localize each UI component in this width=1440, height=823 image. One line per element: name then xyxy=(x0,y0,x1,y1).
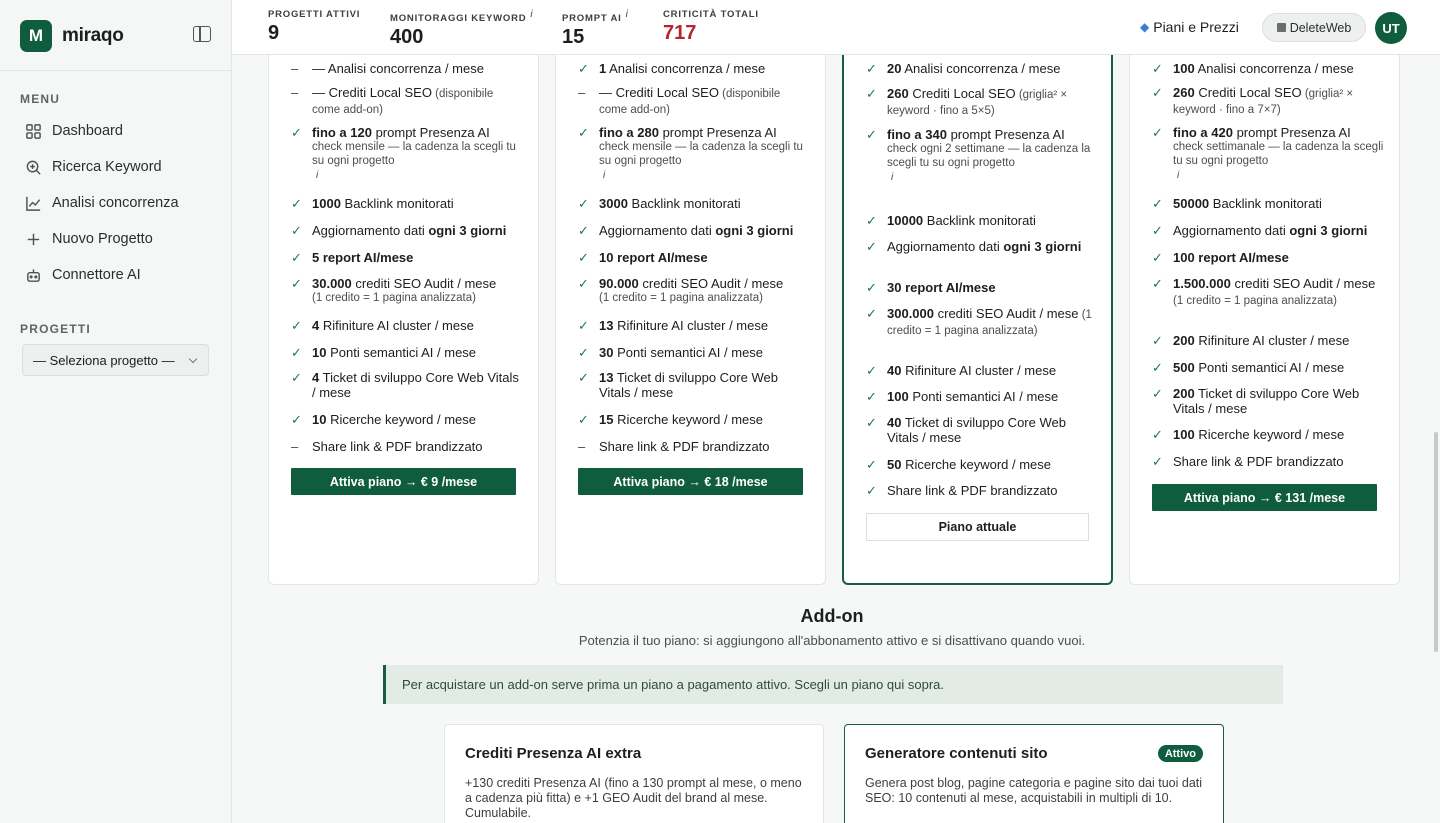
plan-feature xyxy=(578,345,811,360)
sidebar-item-label: Ricerca Keyword xyxy=(52,159,162,175)
plan-feature-text: — Analisi concorrenza / mese xyxy=(312,61,484,76)
search-plus-icon xyxy=(24,158,42,176)
project-select[interactable] xyxy=(22,344,209,376)
plan-feature-text: Share link & PDF brandizzato xyxy=(887,483,1058,498)
activate-plan-button[interactable]: Attiva piano → € 9 /mese xyxy=(291,468,516,495)
projects-label: PROGETTI xyxy=(20,322,91,336)
plan-feature xyxy=(291,85,524,117)
building-icon xyxy=(1277,23,1286,32)
pricing-link-label: Piani e Prezzi xyxy=(1153,19,1239,35)
stat-value: 9 xyxy=(268,22,280,44)
check-icon: ✓ xyxy=(866,61,877,76)
plan-feature-text: 50 Ricerche keyword / mese xyxy=(887,457,1052,472)
plan-feature xyxy=(578,250,811,265)
stat-label: PROMPT AI $^i$ xyxy=(562,9,629,25)
stat-label: PROGETTI ATTIVI xyxy=(268,9,361,20)
brand[interactable] xyxy=(20,20,124,52)
plan-feature xyxy=(866,61,1097,76)
plan-feature xyxy=(866,457,1097,472)
check-icon: ✓ xyxy=(578,196,589,211)
check-icon: ✓ xyxy=(578,318,589,333)
addon-title: Add-on xyxy=(800,606,864,626)
plan-feature xyxy=(1152,360,1385,375)
sidebar-divider xyxy=(0,70,232,71)
chevron-down-icon xyxy=(189,355,197,363)
plan-feature-text: 260 Crediti Local SEO (griglia² × keyword · fino a 7×7) xyxy=(1173,85,1354,116)
plan-feature xyxy=(1152,386,1385,416)
plan-feature xyxy=(866,363,1097,378)
stat-value: 400 xyxy=(390,26,424,49)
robot-icon xyxy=(24,266,42,284)
project-select-value: — Seleziona progetto — xyxy=(33,352,175,368)
plan-feature xyxy=(866,415,1097,445)
plan-feature-text: Share link & PDF brandizzato xyxy=(599,439,770,454)
plan-feature xyxy=(291,250,524,265)
pricing-link[interactable] xyxy=(1140,19,1239,35)
check-icon: ✓ xyxy=(578,223,589,238)
check-icon: ✓ xyxy=(1152,61,1163,76)
plan-feature xyxy=(291,196,524,211)
plan-feature-text: 200 Ticket di sviluppo Core Web Vitals / mese xyxy=(1173,386,1360,416)
check-icon: ✓ xyxy=(578,276,589,291)
plan-feature-text: 10000 Backlink monitorati xyxy=(887,213,1036,228)
check-icon: ✓ xyxy=(1152,125,1163,140)
plan-feature-text: Aggiornamento dati ogni 3 giorni xyxy=(312,223,507,238)
plan-feature xyxy=(866,213,1097,228)
check-icon: ✓ xyxy=(291,276,302,291)
plan-feature-text: — Crediti Local SEO (disponibile come add-on) xyxy=(312,85,494,116)
sidebar-nav xyxy=(0,113,232,293)
addon-card-generatore-contenuti[interactable] xyxy=(844,724,1224,823)
plan-feature xyxy=(578,370,811,400)
plan-card xyxy=(555,55,826,585)
addon-card-title: Crediti Presenza AI extra xyxy=(465,745,642,762)
plan-feature-text: 3000 Backlink monitorati xyxy=(599,196,741,211)
sidebar-item-label: Analisi concorrenza xyxy=(52,195,179,211)
info-icon[interactable]: i xyxy=(1177,170,1180,181)
check-icon: ✓ xyxy=(578,250,589,265)
addon-card-title: Generatore contenuti sito xyxy=(865,745,1048,762)
check-icon: ✓ xyxy=(866,415,877,430)
check-icon: ✓ xyxy=(1152,250,1163,265)
plan-feature-text: 1.500.000 crediti SEO Audit / mese (1 credito = 1 pagina analizzata) xyxy=(1173,276,1376,307)
plan-feature-text: 100 Ricerche keyword / mese xyxy=(1173,427,1345,442)
plan-feature xyxy=(866,306,1097,338)
grid-icon xyxy=(24,122,42,140)
topbar xyxy=(232,0,1440,55)
info-icon[interactable]: i xyxy=(625,9,629,20)
plan-feature-text: 13 Ticket di sviluppo Core Web Vitals / mese xyxy=(599,370,778,400)
plan-feature xyxy=(578,125,811,183)
check-icon: ✓ xyxy=(1152,223,1163,238)
check-icon: ✓ xyxy=(1152,454,1163,469)
plan-feature-text: 100 Ponti semantici AI / mese xyxy=(887,389,1059,404)
activate-plan-button[interactable]: Attiva piano → € 131 /mese xyxy=(1152,484,1377,511)
check-icon: ✓ xyxy=(291,196,302,211)
plus-icon xyxy=(24,230,42,248)
sidebar-item-nuovo-progetto[interactable] xyxy=(0,221,232,257)
dash-icon: – xyxy=(578,85,586,100)
sidebar-item-analisi-concorrenza[interactable] xyxy=(0,185,232,221)
plan-feature-text: Share link & PDF brandizzato xyxy=(1173,454,1344,469)
plan-feature-text: 20 Analisi concorrenza / mese xyxy=(887,61,1061,76)
plan-feature xyxy=(1152,125,1385,183)
check-icon: ✓ xyxy=(866,280,877,295)
check-icon: ✓ xyxy=(866,363,877,378)
status-badge: Attivo xyxy=(1158,745,1203,762)
main-content xyxy=(232,55,1432,823)
plan-feature xyxy=(291,318,524,333)
plan-feature-text: 300.000 crediti SEO Audit / mese (1 credito = 1 pagina analizzata) xyxy=(887,306,1092,337)
check-icon: ✓ xyxy=(866,213,877,228)
stat-progetti-attivi xyxy=(268,9,360,45)
plan-feature xyxy=(578,223,811,238)
plan-feature-text: 260 Crediti Local SEO (griglia² × keyword · fino a 5×5) xyxy=(887,86,1068,117)
check-icon: ✓ xyxy=(1152,386,1163,401)
check-icon: ✓ xyxy=(1152,360,1163,375)
gem-icon: ◆ xyxy=(1140,20,1150,34)
plan-feature-text: 1 Analisi concorrenza / mese xyxy=(599,61,766,76)
plan-feature-text: 15 Ricerche keyword / mese xyxy=(599,412,764,427)
info-icon[interactable]: i xyxy=(316,170,319,181)
workspace-label: DeleteWeb xyxy=(1289,20,1352,35)
brand-logo-icon: M xyxy=(20,20,52,52)
check-icon: ✓ xyxy=(291,370,302,385)
sidebar-item-label: Connettore AI xyxy=(52,267,141,283)
plan-feature-text: 200 Rifiniture AI cluster / mese xyxy=(1173,333,1350,348)
plan-feature-text: 100 Analisi concorrenza / mese xyxy=(1173,61,1354,76)
stat-label: CRITICITÀ TOTALI xyxy=(663,9,759,20)
plan-feature-text: 10 Ponti semantici AI / mese xyxy=(312,345,477,360)
plan-feature-text: 40 Rifiniture AI cluster / mese xyxy=(887,363,1057,378)
plan-feature-text: 4 Rifiniture AI cluster / mese xyxy=(312,318,474,333)
plan-feature-text: Share link & PDF brandizzato xyxy=(312,439,483,454)
plan-feature xyxy=(291,61,524,76)
dash-icon: – xyxy=(291,85,299,100)
stat-value: 717 xyxy=(663,22,697,44)
plan-feature xyxy=(866,389,1097,404)
plan-feature-text: fino a 420 prompt Presenza AI check settimanale — la cadenza la scegli tu su ogni progetto i xyxy=(1173,125,1384,181)
plan-feature xyxy=(1152,454,1385,469)
check-icon: ✓ xyxy=(866,457,877,472)
plan-feature-text: Aggiornamento dati ogni 3 giorni xyxy=(1173,223,1368,238)
plan-feature-text: fino a 120 prompt Presenza AI check mensile — la cadenza la scegli tu su ogni progetto i xyxy=(291,125,524,183)
check-icon: ✓ xyxy=(1152,427,1163,442)
dash-icon: – xyxy=(291,61,299,76)
brand-name: miraqo xyxy=(62,25,124,46)
avatar[interactable]: UT xyxy=(1375,12,1407,44)
addon-note: Per acquistare un add-on serve prima un piano a pagamento attivo. Scegli un piano qui sopra. xyxy=(383,665,1283,704)
sidebar-item-connettore-ai[interactable] xyxy=(0,257,232,293)
check-icon: ✓ xyxy=(578,61,589,76)
plan-feature xyxy=(291,276,524,305)
plan-feature xyxy=(578,276,811,305)
plan-feature-text: — Crediti Local SEO (disponibile come add-on) xyxy=(599,85,781,116)
addon-card-desc: Genera post blog, pagine categoria e pagine sito dai tuoi dati SEO: 10 contenuti al mese, acquistabili in multipli di 10. xyxy=(865,776,1203,805)
plan-feature xyxy=(1152,250,1385,265)
plan-card xyxy=(1129,55,1400,585)
menu-label: MENU xyxy=(20,92,61,106)
check-icon: ✓ xyxy=(291,345,302,360)
plan-feature xyxy=(291,125,524,183)
sidebar-item-ricerca-keyword[interactable] xyxy=(0,149,232,185)
info-icon[interactable]: i xyxy=(891,172,894,183)
plan-feature xyxy=(866,280,1097,295)
stat-criticita-totali xyxy=(663,9,759,45)
plan-feature-text: 40 Ticket di sviluppo Core Web Vitals / mese xyxy=(887,415,1066,445)
plan-feature xyxy=(578,412,811,427)
check-icon: ✓ xyxy=(1152,196,1163,211)
plan-feature-text: 1000 Backlink monitorati xyxy=(312,196,454,211)
dash-icon: – xyxy=(578,439,586,454)
check-icon: ✓ xyxy=(578,412,589,427)
plan-feature-text: Aggiornamento dati ogni 3 giorni xyxy=(887,239,1082,254)
sidebar-item-label: Dashboard xyxy=(52,123,123,139)
scrollbar[interactable] xyxy=(1434,432,1438,652)
plan-feature-text: 50000 Backlink monitorati xyxy=(1173,196,1322,211)
info-icon[interactable]: i xyxy=(530,9,534,20)
sidebar xyxy=(0,0,232,823)
plan-feature xyxy=(291,223,524,238)
plan-feature-text: 100 report AI/mese xyxy=(1173,250,1289,265)
sidebar-item-label: Nuovo Progetto xyxy=(52,231,153,247)
plan-feature-text: 10 report AI/mese xyxy=(599,250,708,265)
addon-subtitle: Potenzia il tuo piano: si aggiungono all'abbonamento attivo e si disattivano quando vuoi. xyxy=(578,633,1086,648)
current-plan-button[interactable]: Piano attuale xyxy=(866,513,1089,541)
check-icon: ✓ xyxy=(1152,333,1163,348)
check-icon: ✓ xyxy=(866,127,877,142)
sidebar-toggle-icon[interactable] xyxy=(193,26,211,42)
plan-feature xyxy=(1152,276,1385,308)
plan-feature-text: Aggiornamento dati ogni 3 giorni xyxy=(599,223,794,238)
plan-feature xyxy=(578,85,811,117)
plan-feature-text: fino a 340 prompt Presenza AI check ogni 2 settimane — la cadenza la scegli tu su ogni progetto i xyxy=(866,127,1097,185)
plan-feature xyxy=(578,439,811,454)
plan-feature-text: 30 Ponti semantici AI / mese xyxy=(599,345,764,360)
plan-feature xyxy=(866,239,1097,254)
plan-feature-text: 90.000 crediti SEO Audit / mese (1 credito = 1 pagina analizzata) xyxy=(599,276,784,304)
check-icon: ✓ xyxy=(291,125,302,140)
dash-icon: – xyxy=(291,439,299,454)
stat-label: MONITORAGGI KEYWORD $^i$ xyxy=(390,9,534,25)
check-icon: ✓ xyxy=(291,223,302,238)
plan-feature xyxy=(866,86,1097,118)
addon-card-desc: +130 crediti Presenza AI (fino a 130 prompt al mese, o meno a cadenza più fitta) e +1 GEO Audit del brand al mese. Cumulabile. xyxy=(465,776,802,820)
line-chart-icon xyxy=(24,194,42,212)
stat-monitoraggi-keyword xyxy=(390,9,533,49)
plan-card xyxy=(842,55,1113,585)
check-icon: ✓ xyxy=(578,125,589,140)
plan-feature-text: 500 Ponti semantici AI / mese xyxy=(1173,360,1345,375)
sidebar-item-dashboard[interactable] xyxy=(0,113,232,149)
plan-feature-text: 30 report AI/mese xyxy=(887,280,996,295)
plan-feature xyxy=(1152,223,1385,238)
plan-card xyxy=(268,55,539,585)
check-icon: ✓ xyxy=(291,318,302,333)
check-icon: ✓ xyxy=(1152,276,1163,291)
plan-feature xyxy=(291,370,524,400)
info-icon[interactable]: i xyxy=(603,170,606,181)
addon-card-presenza-ai[interactable] xyxy=(444,724,824,823)
check-icon: ✓ xyxy=(578,345,589,360)
check-icon: ✓ xyxy=(866,239,877,254)
stat-prompt-ai xyxy=(562,9,629,49)
plan-feature xyxy=(866,483,1097,498)
check-icon: ✓ xyxy=(866,389,877,404)
plan-feature xyxy=(291,345,524,360)
workspace-button[interactable] xyxy=(1262,13,1366,42)
plan-feature-text: 13 Rifiniture AI cluster / mese xyxy=(599,318,769,333)
activate-plan-button[interactable]: Attiva piano → € 18 /mese xyxy=(578,468,803,495)
plan-feature xyxy=(1152,196,1385,211)
plan-feature xyxy=(578,318,811,333)
check-icon: ✓ xyxy=(578,370,589,385)
check-icon: ✓ xyxy=(1152,85,1163,100)
check-icon: ✓ xyxy=(866,86,877,101)
plan-feature-text: fino a 280 prompt Presenza AI check mensile — la cadenza la scegli tu su ogni progetto i xyxy=(578,125,811,183)
plan-feature xyxy=(1152,61,1385,76)
plan-feature xyxy=(1152,333,1385,348)
plan-feature-text: 4 Ticket di sviluppo Core Web Vitals / mese xyxy=(312,370,519,400)
check-icon: ✓ xyxy=(291,412,302,427)
plan-feature xyxy=(578,61,811,76)
plan-feature xyxy=(1152,85,1385,117)
plan-feature xyxy=(291,439,524,454)
check-icon: ✓ xyxy=(866,306,877,321)
plan-feature xyxy=(866,127,1097,185)
stat-value: 15 xyxy=(562,26,585,49)
plan-feature xyxy=(291,412,524,427)
plan-feature-text: 10 Ricerche keyword / mese xyxy=(312,412,477,427)
plan-feature-text: 5 report AI/mese xyxy=(312,250,414,265)
check-icon: ✓ xyxy=(866,483,877,498)
plan-feature-text: 30.000 crediti SEO Audit / mese (1 credito = 1 pagina analizzata) xyxy=(312,276,497,304)
check-icon: ✓ xyxy=(291,250,302,265)
plan-feature xyxy=(1152,427,1385,442)
plan-feature xyxy=(578,196,811,211)
